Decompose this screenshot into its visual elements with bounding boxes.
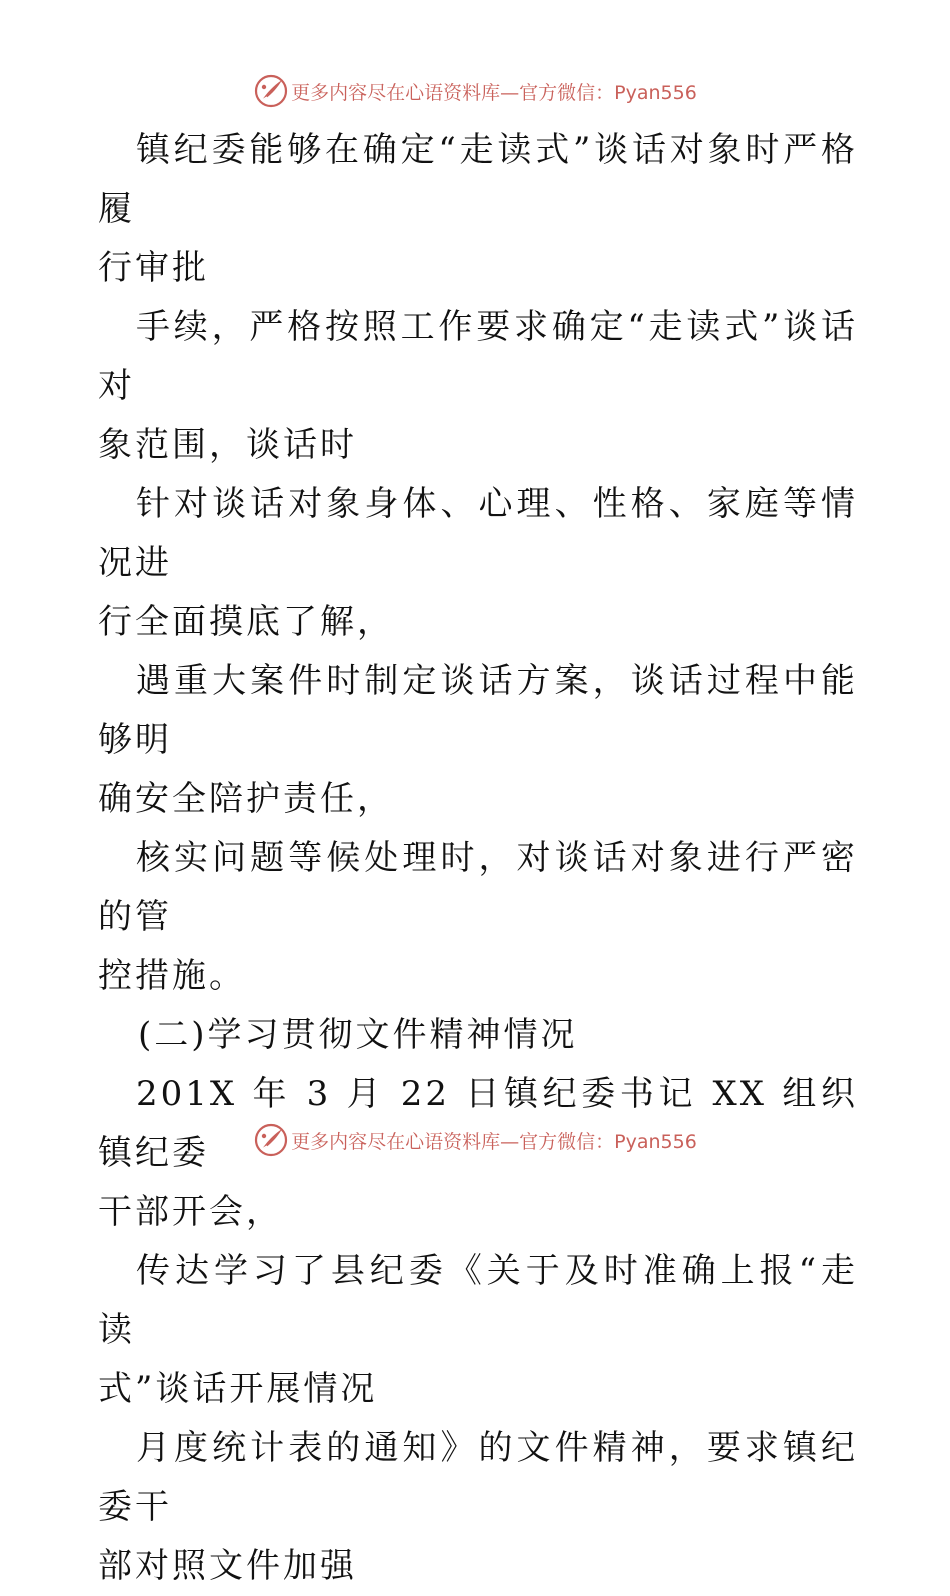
watermark-text: 更多内容尽在心语资料库—官方微信：Pyan556 <box>291 81 697 104</box>
document-body <box>98 121 858 1596</box>
section-heading <box>98 1006 858 1065</box>
quill-pen-logo-icon <box>253 73 289 109</box>
paragraph-line: 镇纪委能够在确定“走读式”谈话对象时严格履 <box>98 130 858 229</box>
paragraph <box>98 1242 858 1419</box>
footer-watermark <box>0 1120 950 1160</box>
paragraph-line: 象范围，谈话时 <box>98 425 357 465</box>
paragraph-line: 式”谈话开展情况 <box>98 1369 378 1409</box>
paragraph-line: 核实问题等候处理时，对谈话对象进行严密的管 <box>98 838 858 937</box>
paragraph <box>98 829 858 1006</box>
paragraph <box>98 121 858 298</box>
paragraph <box>98 475 858 652</box>
paragraph <box>98 652 858 829</box>
paragraph-line: 行审批 <box>98 248 209 288</box>
paragraph <box>98 298 858 475</box>
quill-pen-logo-icon <box>253 1122 289 1158</box>
paragraph-line: 干部开会， <box>98 1192 283 1232</box>
paragraph-line: 遇重大案件时制定谈话方案，谈话过程中能够明 <box>98 661 858 760</box>
header-watermark <box>0 71 950 111</box>
paragraph-line: 确安全陪护责任， <box>98 779 394 819</box>
paragraph-line: 针对谈话对象身体、心理、性格、家庭等情况进 <box>98 484 858 583</box>
paragraph-line: 手续，严格按照工作要求确定“走读式”谈话对 <box>98 307 858 406</box>
paragraph-line: 行全面摸底了解， <box>98 602 394 642</box>
paragraph-line: 部对照文件加强 <box>98 1546 357 1586</box>
paragraph-line: 控措施。 <box>98 956 246 996</box>
section-heading-text: (二)学习贯彻文件精神情况 <box>138 1015 578 1055</box>
paragraph-line: 月度统计表的通知》的文件精神，要求镇纪委干 <box>98 1428 858 1527</box>
watermark-text: 更多内容尽在心语资料库—官方微信：Pyan556 <box>291 1130 697 1153</box>
paragraph <box>98 1419 858 1596</box>
paragraph-line: 传达学习了县纪委《关于及时准确上报“走读 <box>98 1251 858 1350</box>
paragraph-line: 201X 年 3 月 22 日镇纪委书记 XX 组织镇纪委 <box>98 1074 858 1173</box>
